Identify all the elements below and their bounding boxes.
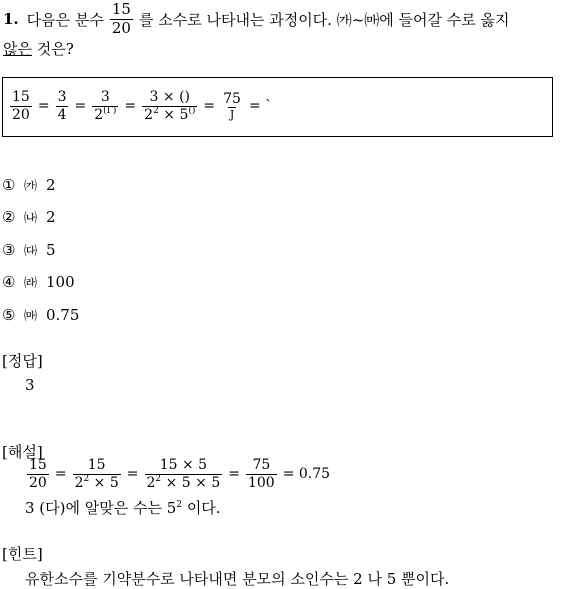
choice-4[interactable]: ④ ㈑ 100 (2, 273, 75, 291)
box-frac-5: $\frac{75}{J}$ (223, 90, 241, 122)
choice-5[interactable]: ⑤ ㈒ 0.75 (2, 306, 80, 324)
expl-frac-2: $\frac{15}{2^2 \times 5}$ (74, 457, 119, 491)
choice-2[interactable]: ② ㈏ 2 (2, 208, 56, 226)
question-line-1 (3, 2, 510, 37)
process-equation: $\frac{15}{20}$ = $\frac{3}{4}$ = $\frac{3}{2^{(\Gamma)}}$ = $\frac{3 \times ()}{2^2 \times 5^{()}}$ = $\frac{75}{J}$ = ` (12, 89, 273, 123)
box-frac-1: $\frac{15}{20}$ (12, 89, 30, 123)
hint-text: 유한소수를 기약분수로 나타내면 분모의 소인수는 2 나 5 뿐이다. (25, 570, 450, 588)
question-line-2 (3, 38, 74, 59)
choice-1[interactable]: ① ㈎ 2 (2, 176, 56, 194)
box-frac-3: $\frac{3}{2^{(\Gamma)}}$ (94, 89, 117, 123)
explanation-line-2: 3 (다)에 알맞은 수는 $5^2$ 이다. (25, 499, 221, 517)
explanation-equation: $\frac{15}{20}$ = $\frac{15}{2^2 \times 5}$ = $\frac{15 \times 5}{2^2 \times 5 \times 5}$ = $\frac{75}{100}$ = 0.75 (29, 457, 331, 491)
choice-3[interactable]: ③ ㈐ 5 (2, 241, 56, 259)
question-intro: 다음은 분수 (26, 10, 104, 29)
expl-frac-3: $\frac{15 \times 5}{2^2 \times 5 \times 5}$ (146, 457, 221, 491)
question-number: 1. (3, 10, 19, 29)
expl-frac-4: $\frac{75}{100}$ (247, 457, 275, 491)
question-underlined-word: 않은 (3, 40, 32, 58)
answer-value: 3 (25, 376, 35, 394)
expl-frac-1: $\frac{15}{20}$ (29, 457, 47, 491)
explanation-label: [해설] (2, 443, 43, 461)
expl-result: = 0.75 (282, 466, 331, 483)
question-rest: 를 소수로 나타내는 과정이다. ㈎~㈒에 들어갈 수로 옳지 (138, 10, 510, 29)
question-line2-rest: 것은? (36, 40, 74, 58)
box-frac-2: $\frac{3}{4}$ (57, 89, 67, 123)
hint-label: [힌트] (2, 545, 43, 563)
box-frac-4: $\frac{3 \times ()}{2^2 \times 5^{()}}$ (144, 89, 196, 123)
answer-label: [정답] (2, 352, 43, 370)
question-fraction: $\frac{15}{20}$ (111, 0, 131, 37)
